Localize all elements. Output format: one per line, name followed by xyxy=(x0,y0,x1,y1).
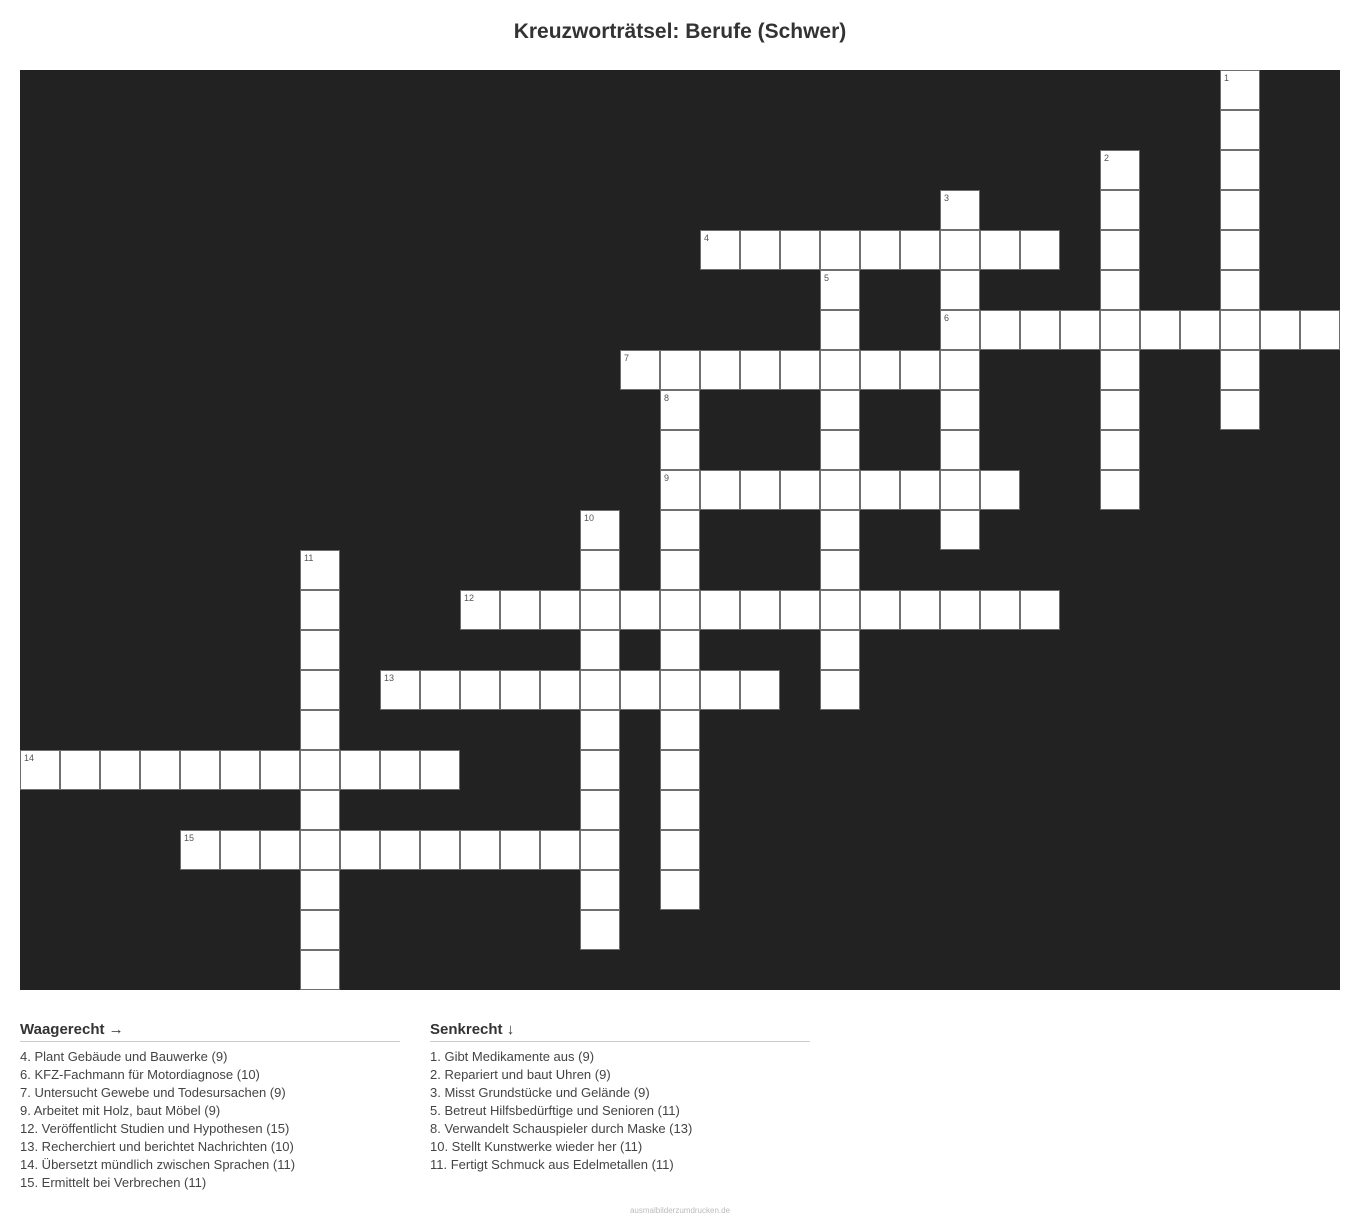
clue-number: 11 xyxy=(304,553,314,563)
across-clue: 6. KFZ-Fachmann für Motordiagnose (10) xyxy=(20,1067,260,1082)
grid-cell[interactable] xyxy=(940,470,980,510)
grid-cell[interactable] xyxy=(660,870,700,910)
clue-number: 7 xyxy=(624,353,630,363)
grid-cell[interactable] xyxy=(500,830,540,870)
grid-cell[interactable] xyxy=(780,590,820,630)
grid-cell[interactable] xyxy=(900,230,940,270)
grid-cell[interactable] xyxy=(580,710,620,750)
down-clues-section xyxy=(430,1020,810,1174)
grid-cell[interactable] xyxy=(940,590,980,630)
grid-cell[interactable] xyxy=(780,230,820,270)
grid-cell[interactable] xyxy=(740,670,780,710)
clue-number: 13 xyxy=(384,673,395,683)
clue-number: 15 xyxy=(184,833,195,843)
grid-cell[interactable] xyxy=(660,470,700,510)
grid-cell[interactable] xyxy=(300,870,340,910)
clue-number: 14 xyxy=(24,753,35,763)
grid-cell[interactable] xyxy=(500,590,540,630)
across-clue-list xyxy=(20,1048,400,1192)
clue-number: 2 xyxy=(1104,153,1110,163)
grid-cell[interactable] xyxy=(220,830,260,870)
grid-cell[interactable] xyxy=(540,670,580,710)
grid-cell[interactable] xyxy=(700,230,740,270)
grid-cell[interactable] xyxy=(1100,150,1140,190)
grid-cell[interactable] xyxy=(940,270,980,310)
grid-cell[interactable] xyxy=(220,750,260,790)
grid-cell[interactable] xyxy=(1220,310,1260,350)
grid-cell[interactable] xyxy=(940,350,980,390)
grid-cell[interactable] xyxy=(1180,310,1220,350)
grid-cell[interactable] xyxy=(580,790,620,830)
grid-cell[interactable] xyxy=(1220,230,1260,270)
grid-cell[interactable] xyxy=(460,830,500,870)
grid-cell[interactable] xyxy=(1100,310,1140,350)
grid-cell[interactable] xyxy=(1220,390,1260,430)
grid-cell[interactable] xyxy=(900,470,940,510)
grid-cell[interactable] xyxy=(1220,350,1260,390)
grid-cell[interactable] xyxy=(820,590,860,630)
grid-cell[interactable] xyxy=(580,670,620,710)
grid-cell[interactable] xyxy=(1100,350,1140,390)
grid-cell[interactable] xyxy=(300,710,340,750)
grid-cell[interactable] xyxy=(660,830,700,870)
across-clue: 12. Veröffentlicht Studien und Hypothesen (15) xyxy=(20,1121,290,1136)
down-clue: 5. Betreut Hilfsbedürftige und Senioren (11) xyxy=(430,1103,680,1118)
grid-cell[interactable] xyxy=(1100,470,1140,510)
grid-cell[interactable] xyxy=(580,870,620,910)
grid-cell[interactable] xyxy=(540,830,580,870)
grid-cell[interactable] xyxy=(300,830,340,870)
grid-cell[interactable] xyxy=(820,350,860,390)
grid-cell[interactable] xyxy=(340,750,380,790)
down-clue: 10. Stellt Kunstwerke wieder her (11) xyxy=(430,1139,643,1154)
clue-number: 8 xyxy=(664,393,670,403)
grid-cell[interactable] xyxy=(940,430,980,470)
grid-cell[interactable] xyxy=(300,590,340,630)
grid-cell[interactable] xyxy=(340,830,380,870)
crossword-grid xyxy=(20,70,1340,990)
grid-cell[interactable] xyxy=(460,670,500,710)
grid-cell[interactable] xyxy=(300,950,340,990)
grid-cell[interactable] xyxy=(980,310,1020,350)
grid-cell[interactable] xyxy=(1060,310,1100,350)
clue-number: 5 xyxy=(824,273,830,283)
grid-cell[interactable] xyxy=(580,750,620,790)
grid-cell[interactable] xyxy=(700,350,740,390)
across-clue: 4. Plant Gebäude und Bauwerke (9) xyxy=(20,1049,228,1064)
grid-cell[interactable] xyxy=(820,550,860,590)
grid-cell[interactable] xyxy=(700,470,740,510)
grid-cell[interactable] xyxy=(1140,310,1180,350)
grid-cell[interactable] xyxy=(860,590,900,630)
grid-cell[interactable] xyxy=(700,670,740,710)
down-clue-list xyxy=(430,1048,810,1174)
grid-cell[interactable] xyxy=(300,790,340,830)
grid-cell[interactable] xyxy=(660,350,700,390)
grid-cell[interactable] xyxy=(660,550,700,590)
grid-cell[interactable] xyxy=(1100,270,1140,310)
grid-cell[interactable] xyxy=(580,910,620,950)
clue-number: 9 xyxy=(664,473,670,483)
grid-cell[interactable] xyxy=(820,230,860,270)
grid-cell[interactable] xyxy=(380,830,420,870)
across-clue: 14. Übersetzt mündlich zwischen Sprachen (11) xyxy=(20,1157,296,1172)
grid-cell[interactable] xyxy=(740,470,780,510)
down-clue: 11. Fertigt Schmuck aus Edelmetallen (11) xyxy=(430,1157,674,1172)
grid-cell[interactable] xyxy=(940,230,980,270)
grid-cell[interactable] xyxy=(660,750,700,790)
grid-cell[interactable] xyxy=(660,790,700,830)
grid-cell[interactable] xyxy=(300,910,340,950)
across-clues-heading: Waagerecht → xyxy=(20,1020,400,1042)
grid-cell[interactable] xyxy=(1020,230,1060,270)
grid-cell[interactable] xyxy=(940,310,980,350)
grid-cell[interactable] xyxy=(1220,110,1260,150)
down-clue: 2. Repariert und baut Uhren (9) xyxy=(430,1067,611,1082)
grid-cell[interactable] xyxy=(740,230,780,270)
down-clue: 8. Verwandelt Schauspieler durch Maske (13) xyxy=(430,1121,693,1136)
grid-cell[interactable] xyxy=(980,590,1020,630)
footer-credit: ausmalbilderzumdrucken.de xyxy=(629,1206,731,1215)
grid-cell[interactable] xyxy=(580,510,620,550)
grid-cell[interactable] xyxy=(740,590,780,630)
grid-cell[interactable] xyxy=(580,630,620,670)
grid-cell[interactable] xyxy=(620,590,660,630)
grid-cell[interactable] xyxy=(820,430,860,470)
grid-cell[interactable] xyxy=(1220,70,1260,110)
across-clue: 13. Recherchiert und berichtet Nachrichten (10) xyxy=(20,1139,294,1154)
grid-cell[interactable] xyxy=(580,550,620,590)
grid-cell[interactable] xyxy=(180,750,220,790)
grid-cell[interactable] xyxy=(1100,430,1140,470)
grid-cell[interactable] xyxy=(860,470,900,510)
grid-cell[interactable] xyxy=(820,270,860,310)
grid-cell[interactable] xyxy=(1220,270,1260,310)
grid-cell[interactable] xyxy=(1020,590,1060,630)
grid-cell[interactable] xyxy=(300,550,340,590)
down-clues-heading: Senkrecht ↓ xyxy=(430,1020,810,1042)
grid-cell[interactable] xyxy=(500,670,540,710)
grid-cell[interactable] xyxy=(740,350,780,390)
across-clue: 9. Arbeitet mit Holz, baut Möbel (9) xyxy=(20,1103,221,1118)
grid-cell[interactable] xyxy=(620,670,660,710)
grid-cell[interactable] xyxy=(420,670,460,710)
grid-cell[interactable] xyxy=(860,350,900,390)
grid-cell[interactable] xyxy=(1100,390,1140,430)
grid-cell[interactable] xyxy=(1220,190,1260,230)
page-title: Kreuzworträtsel: Berufe (Schwer) xyxy=(513,20,847,43)
grid-cell[interactable] xyxy=(260,750,300,790)
grid-cell[interactable] xyxy=(60,750,100,790)
grid-cell[interactable] xyxy=(660,630,700,670)
grid-cell[interactable] xyxy=(820,390,860,430)
grid-cell[interactable] xyxy=(940,390,980,430)
grid-cell[interactable] xyxy=(1220,150,1260,190)
grid-cell[interactable] xyxy=(820,670,860,710)
grid-cell[interactable] xyxy=(620,350,660,390)
down-clue: 1. Gibt Medikamente aus (9) xyxy=(430,1049,595,1064)
across-clue: 7. Untersucht Gewebe und Todesursachen (9) xyxy=(20,1085,286,1100)
grid-cell[interactable] xyxy=(700,590,740,630)
grid-cell[interactable] xyxy=(460,590,500,630)
grid-cell[interactable] xyxy=(300,630,340,670)
grid-cell[interactable] xyxy=(660,510,700,550)
clue-number: 4 xyxy=(704,233,710,243)
grid-cell[interactable] xyxy=(980,230,1020,270)
grid-cell[interactable] xyxy=(980,470,1020,510)
grid-cell[interactable] xyxy=(820,310,860,350)
grid-cell[interactable] xyxy=(20,750,60,790)
grid-cell[interactable] xyxy=(780,470,820,510)
grid-cell[interactable] xyxy=(660,390,700,430)
grid-cell[interactable] xyxy=(780,350,820,390)
clue-number: 12 xyxy=(464,593,475,603)
grid-cell[interactable] xyxy=(900,590,940,630)
grid-cell[interactable] xyxy=(660,590,700,630)
grid-cell[interactable] xyxy=(300,670,340,710)
across-clue: 15. Ermittelt bei Verbrechen (11) xyxy=(20,1175,207,1190)
clue-number: 6 xyxy=(944,313,950,323)
clue-number: 10 xyxy=(584,513,595,523)
grid-cell[interactable] xyxy=(1020,310,1060,350)
grid-cell[interactable] xyxy=(660,430,700,470)
clue-number: 3 xyxy=(944,193,950,203)
grid-cell[interactable] xyxy=(860,230,900,270)
grid-cell[interactable] xyxy=(260,830,300,870)
grid-cell[interactable] xyxy=(820,510,860,550)
grid-cell[interactable] xyxy=(380,750,420,790)
grid-cell[interactable] xyxy=(580,830,620,870)
grid-cell[interactable] xyxy=(1100,230,1140,270)
grid-cell[interactable] xyxy=(660,710,700,750)
grid-cell[interactable] xyxy=(660,670,700,710)
grid-cell[interactable] xyxy=(820,470,860,510)
grid-cell[interactable] xyxy=(420,750,460,790)
grid-cell[interactable] xyxy=(900,350,940,390)
grid-cell[interactable] xyxy=(1300,310,1340,350)
grid-cell[interactable] xyxy=(540,590,580,630)
grid-cell[interactable] xyxy=(580,590,620,630)
grid-cell[interactable] xyxy=(180,830,220,870)
grid-cell[interactable] xyxy=(140,750,180,790)
grid-cell[interactable] xyxy=(380,670,420,710)
grid-cell[interactable] xyxy=(820,630,860,670)
clue-number: 1 xyxy=(1224,73,1230,83)
grid-cell[interactable] xyxy=(940,510,980,550)
grid-cell[interactable] xyxy=(100,750,140,790)
grid-cell[interactable] xyxy=(300,750,340,790)
down-clue: 3. Misst Grundstücke und Gelände (9) xyxy=(430,1085,650,1100)
grid-cell[interactable] xyxy=(1100,190,1140,230)
grid-cell[interactable] xyxy=(940,190,980,230)
across-clues-section xyxy=(20,1020,400,1192)
grid-cell[interactable] xyxy=(1260,310,1300,350)
grid-cell[interactable] xyxy=(420,830,460,870)
